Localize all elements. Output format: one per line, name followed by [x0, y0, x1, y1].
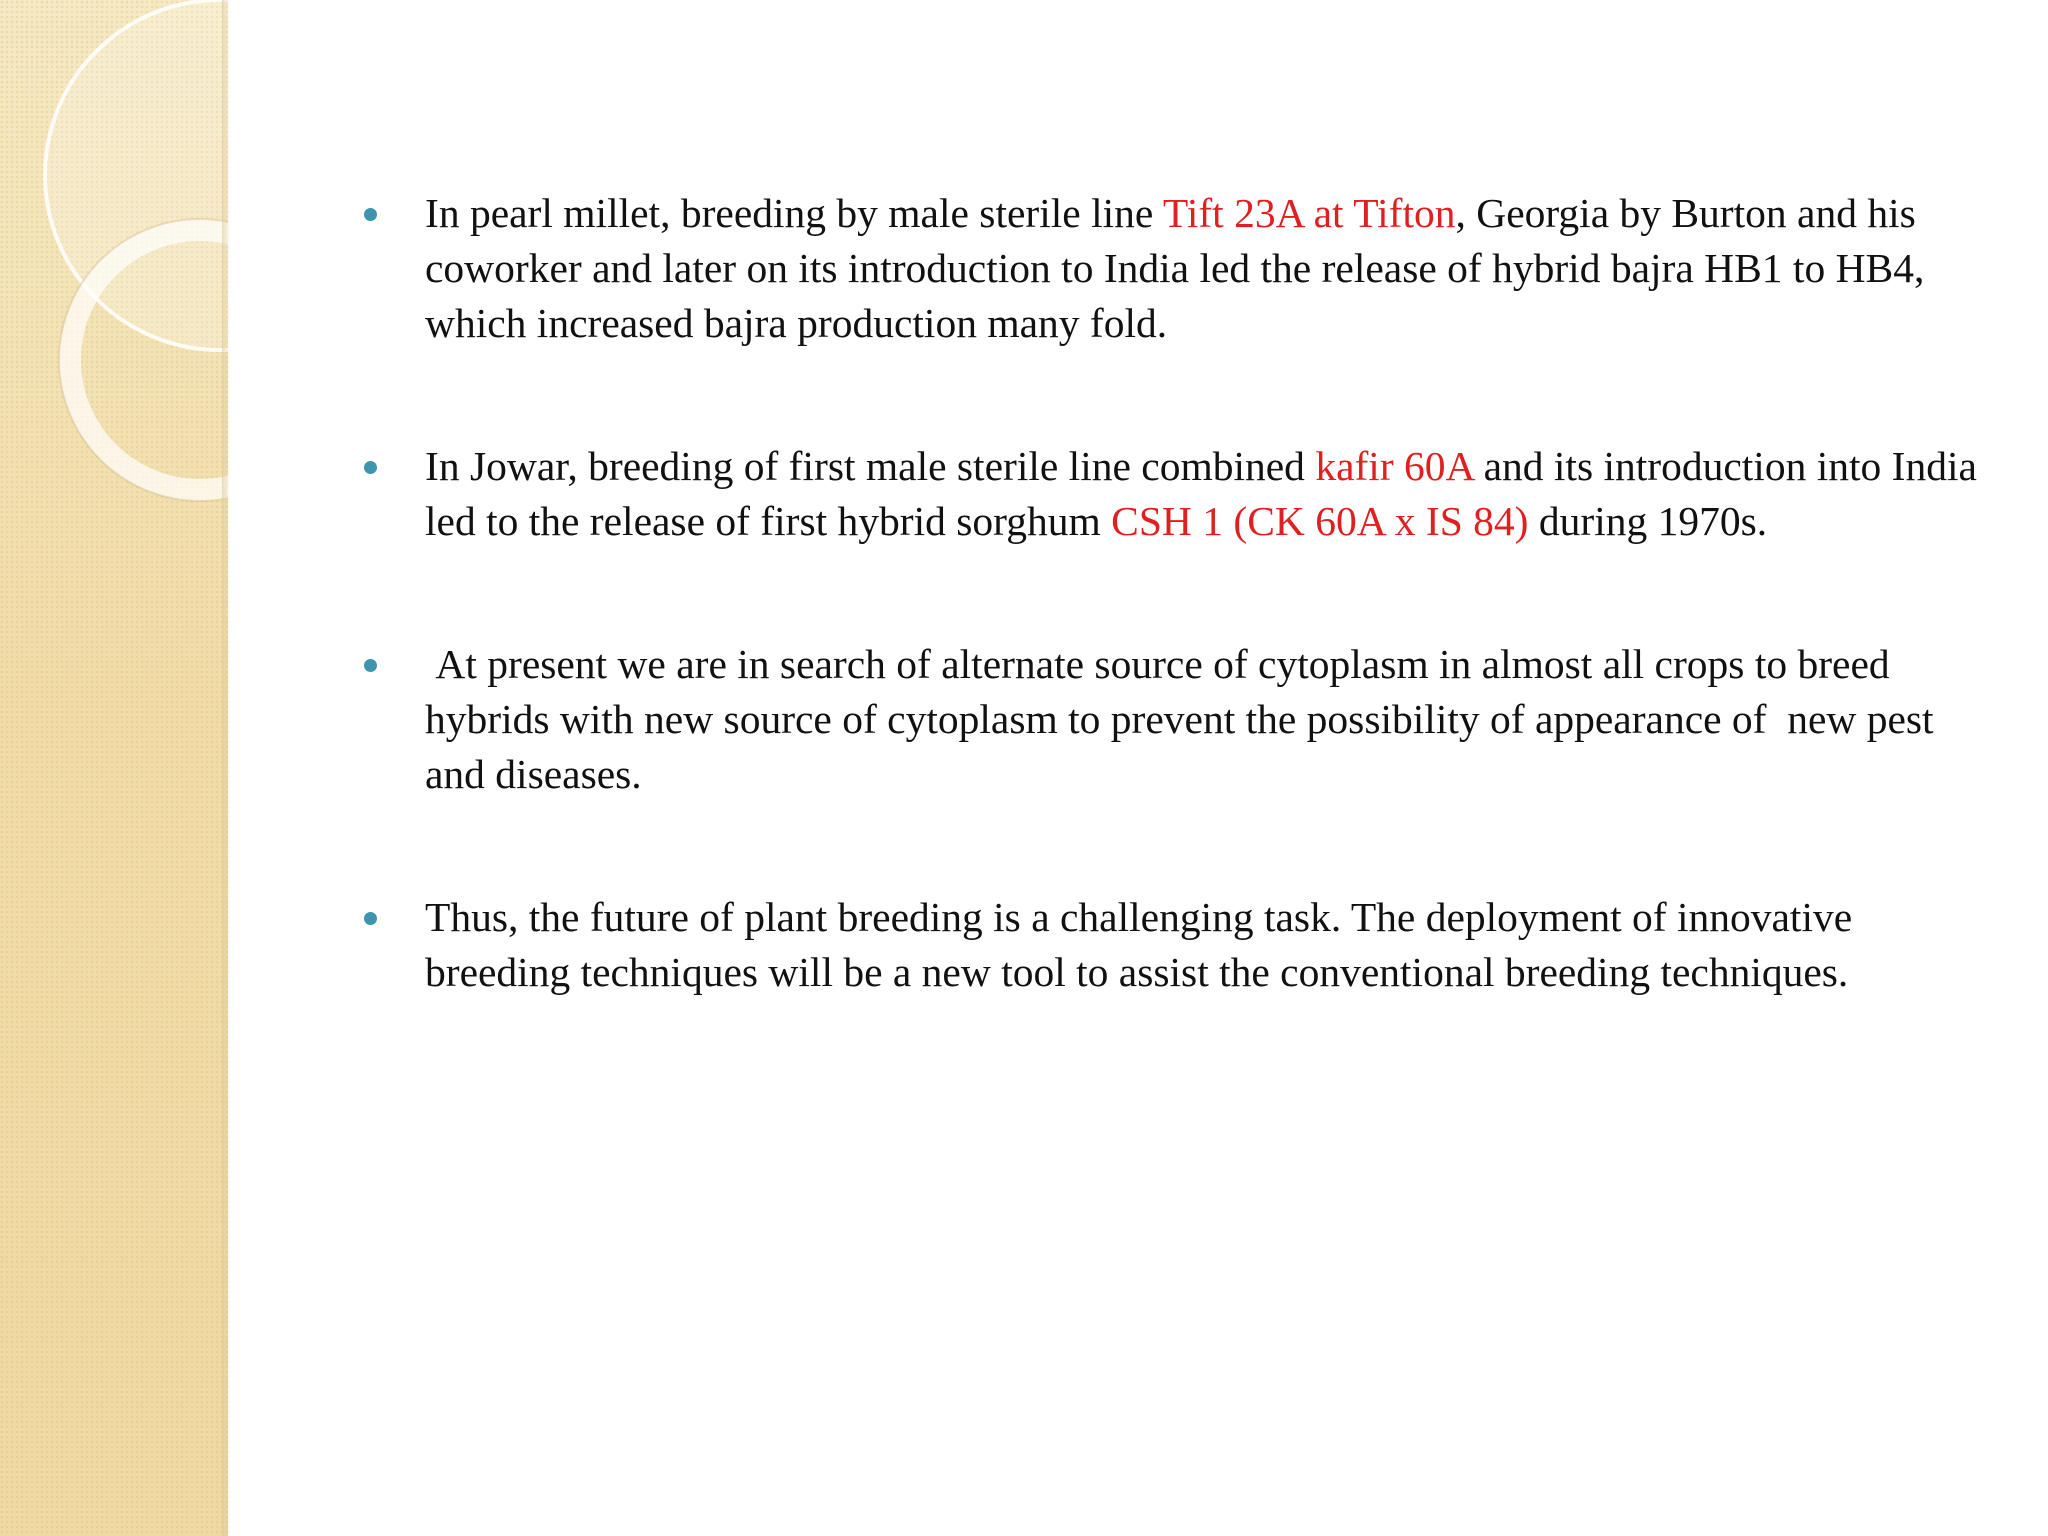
bullet-item-jowar: [340, 439, 1990, 549]
bullet-text: In pearl millet, breeding by male sterile line: [425, 190, 1163, 236]
bullet-text: At present we are in search of alternate source of cytoplasm in almost all crops to breed hybrids with new source of cytoplasm to prevent the possibility of appearance of new pest and diseases.: [425, 641, 1944, 797]
bullet-text: , Georgia by Burton and his coworker and later on its introduction to India led the release of hybrid bajra HB1 to HB4, which increased bajra production many fold.: [425, 190, 1935, 346]
bullet-dot-icon: [364, 461, 377, 474]
bullet-text: during 1970s.: [1528, 498, 1768, 544]
highlight-text: Tift 23A at Tifton: [1162, 190, 1456, 236]
bullet-dot-icon: [364, 659, 377, 672]
bullet-item-pearl-millet: [340, 186, 1990, 351]
bullet-item-future: [340, 890, 1990, 1000]
highlight-text: CSH 1 (CK 60A x IS 84): [1111, 498, 1529, 544]
decorative-ring-large: [45, 0, 228, 350]
bullet-list: [340, 186, 1990, 1000]
bullet-text: Thus, the future of plant breeding is a challenging task. The deployment of innovative breeding techniques will be a new tool to assist the conventional breeding techniques.: [425, 894, 1863, 995]
bullet-dot-icon: [364, 208, 377, 221]
bullet-text: In Jowar, breeding of first male sterile line combined: [425, 443, 1316, 489]
bullet-text: and its introduction into India led to the release of first hybrid sorghum: [425, 443, 1988, 544]
bullet-item-cytoplasm: [340, 637, 1990, 802]
highlight-text: kafir 60A: [1315, 443, 1474, 489]
side-panel-edge: [222, 0, 230, 1536]
decorative-rings: [0, 0, 228, 560]
bullet-dot-icon: [364, 912, 377, 925]
decorative-side-panel: [0, 0, 228, 1536]
